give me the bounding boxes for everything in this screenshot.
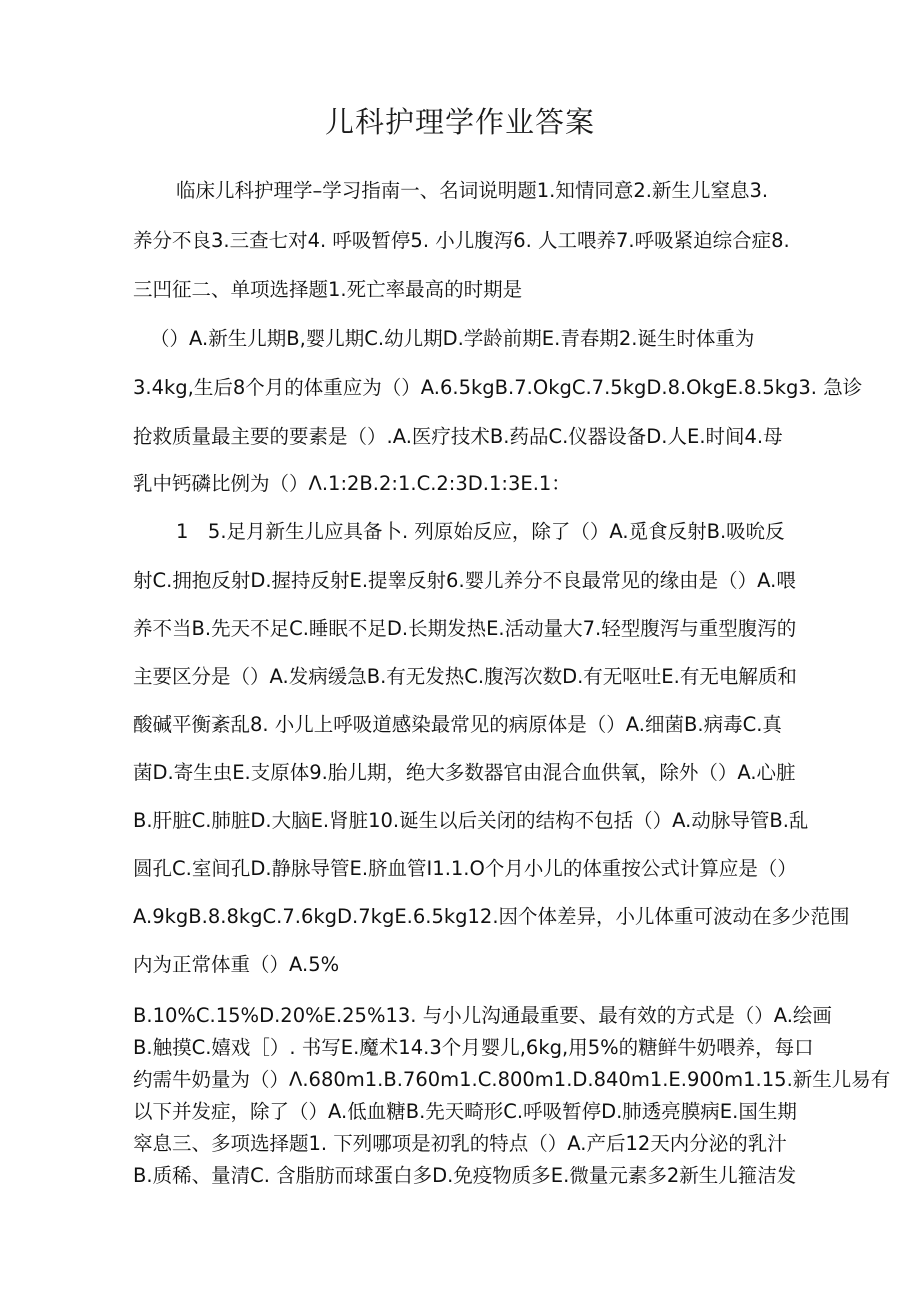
text-line: 菌D.寄生虫E.支原体9.胎儿期，绝大多数器官由混合血供氧，除外（）A.心脏 [133, 761, 796, 784]
text-line: 养分不良3.三查七对4. 呼吸暂停5. 小儿腹泻6. 人工喂养7.呼吸紧迫综合症8. [133, 229, 790, 252]
text-line: B.肝脏C.肺脏D.大脑E.肾脏10.诞生以后关闭的结构不包括（）A.动脉导管B.乱 [133, 809, 809, 832]
text-line: 1 5.足月新生儿应具备卜. 列原始反应，除了（）A.觅食反射B.吸吮反 [176, 520, 785, 543]
text-line: B.触摸C.嬉戏［）. 书写E.魔术14.3个月婴儿,6kg,用5%的糖鲜牛奶喂养，每口 [133, 1036, 814, 1059]
text-line: 以下并发症，除了（）A.低血糖B.先天畸形C.呼吸暂停D.肺透亮膜病E.国生期 [133, 1100, 797, 1123]
text-line: A.9kgB.8.8kgC.7.6kgD.7kgE.6.5kg12.因个体差异，小儿体重可波动在多少范围 [133, 905, 850, 928]
text-line: 临床儿科护理学–学习指南一、名词说明题1.知情同意2.新生儿窒息3. [176, 179, 769, 202]
text-line: （）A.新生儿期B,婴儿期C.幼儿期D.学龄前期E.青春期2.诞生时体重为 [150, 327, 755, 350]
text-line: 圆孔C.室间孔D.静脉导管E.脐血管I1.1.O个月小儿的体重按公式计算应是（） [133, 857, 797, 880]
text-line: 抢救质量最主要的要素是（）.A.医疗技术B.药品C.仪器设备D.人E.时间4.母 [133, 425, 783, 448]
text-line: 养不当B.先天不足C.睡眠不足D.长期发热E.活动量大7.轻型腹泻与重型腹泻的 [133, 617, 797, 640]
text-line: B.10%C.15%D.20%E.25%13. 与小儿沟通最重要、最有效的方式是（）A.绘画 [133, 1004, 832, 1027]
document-title: 儿科护理学作业答案 [324, 105, 595, 139]
text-line: 主要区分是（）A.发病缓急B.有无发热C.腹泻次数D.有无呕吐E.有无电解质和 [133, 665, 797, 688]
text-line: 内为正常体重（）A.5% [133, 953, 340, 976]
text-line: 窣息三、多项选择题1. 下列哪项是初乳的特点（）A.产后12天内分泌的乳汁 [133, 1132, 787, 1155]
text-line: 三凹征二、单项选择题1.死亡率最高的时期是 [133, 278, 523, 301]
text-line: 酸碱平衡紊乱8. 小儿上呼吸道感染最常见的病原体是（）A.细菌B.病毒C.真 [133, 713, 782, 736]
text-line: B.质稀、量清C. 含脂肪而球蛋白多D.免疫物质多E.微量元素多2新生儿箍洁发 [133, 1164, 797, 1187]
text-line: 约需牛奶量为（）Λ.680m1.B.760m1.C.800m1.D.840m1.E.900m1.15.新生儿易有 [133, 1068, 891, 1091]
text-line: 乳中钙磷比例为（）Λ.1:2B.2:1.C.2:3D.1:3E.1： [133, 472, 571, 495]
text-line: 3.4kg,生后8个月的体重应为（）A.6.5kgB.7.OkgC.7.5kgD.8.OkgE.8.5kg3. 急诊 [133, 376, 863, 399]
text-line: 射C.拥抱反射D.握持反射E.提睾反射6.婴儿养分不良最常见的缘由是（）A.喂 [133, 569, 796, 592]
